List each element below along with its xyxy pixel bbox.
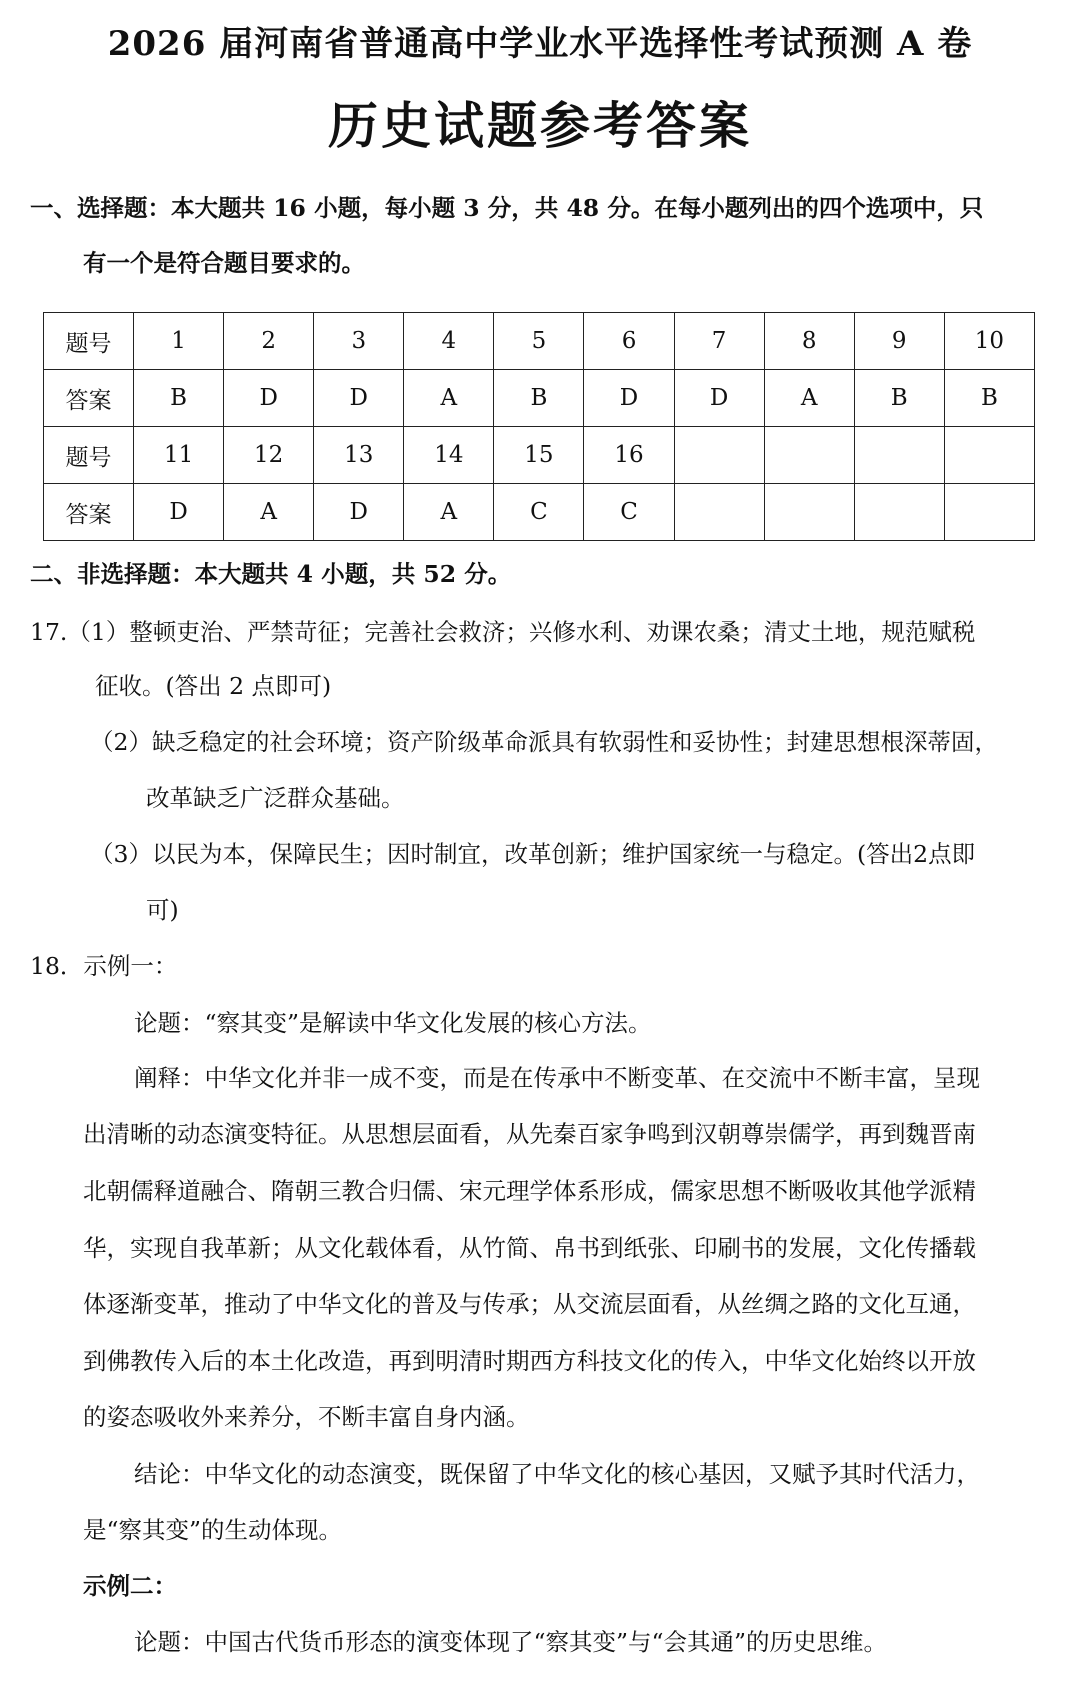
table-cell: 1 (134, 313, 224, 370)
table-cell: 7 (674, 313, 764, 370)
table-cell: D (224, 370, 314, 427)
q17-part2: （2）缺乏稳定的社会环境；资产阶级革命派具有软弱性和妥协性；封建思想根深蒂固， (90, 728, 998, 756)
table-cell: B (494, 370, 584, 427)
table-cell: D (584, 370, 674, 427)
q18-explanation-line: 体逐渐变革，推动了中华文化的普及与传承；从交流层面看，从丝绸之路的文化互通， (83, 1290, 976, 1318)
table-cell: D (314, 370, 404, 427)
q18-conclusion-cont: 是“察其变”的生动体现。 (83, 1516, 343, 1544)
table-row-header: 题号 (44, 427, 134, 484)
table-cell: 10 (944, 313, 1034, 370)
q18-thesis: 论题：“察其变”是解读中华文化发展的核心方法。 (134, 1009, 652, 1037)
q18-example2-thesis: 论题：中国古代货币形态的演变体现了“察其变”与“会其通”的历史思维。 (134, 1628, 888, 1656)
table-cell: B (134, 370, 224, 427)
q18-example2-label: 示例二： (83, 1572, 177, 1600)
table-row (44, 484, 1035, 541)
table-cell: 16 (584, 427, 674, 484)
table-cell: 9 (854, 313, 944, 370)
q18-explanation-line: 的姿态吸收外来养分，不断丰富自身内涵。 (83, 1403, 530, 1431)
table-cell (944, 484, 1034, 541)
q18-explanation-line: 华，实现自我革新；从文化载体看，从竹简、帛书到纸张、印刷书的发展，文化传播载 (83, 1234, 976, 1262)
table-cell: B (854, 370, 944, 427)
table-cell: A (404, 370, 494, 427)
table-row-header: 答案 (44, 370, 134, 427)
table-cell (944, 427, 1034, 484)
table-cell: 5 (494, 313, 584, 370)
table-cell (674, 427, 764, 484)
answer-table (43, 312, 1035, 541)
table-cell: 8 (764, 313, 854, 370)
table-cell: 13 (314, 427, 404, 484)
q18-explanation-line: 出清晰的动态演变特征。从思想层面看，从先秦百家争鸣到汉朝尊崇儒学，再到魏晋南 (83, 1120, 976, 1148)
table-row (44, 370, 1035, 427)
table-cell: A (764, 370, 854, 427)
table-row (44, 313, 1035, 370)
table-cell (674, 484, 764, 541)
table-row-header: 题号 (44, 313, 134, 370)
table-row-header: 答案 (44, 484, 134, 541)
q17-part3: （3）以民为本，保障民生；因时制宜，改革创新；维护国家统一与稳定。(答出2点即 (90, 840, 976, 868)
table-cell: 11 (134, 427, 224, 484)
table-cell: C (584, 484, 674, 541)
table-cell (854, 427, 944, 484)
table-cell: 6 (584, 313, 674, 370)
table-cell: 12 (224, 427, 314, 484)
q17-part1-cont: 征收。(答出 2 点即可) (95, 672, 332, 700)
table-cell: D (134, 484, 224, 541)
q18-label: 18．示例一： (30, 952, 178, 980)
table-cell: 3 (314, 313, 404, 370)
q18-explanation-line: 阐释：中华文化并非一成不变，而是在传承中不断变革、在交流中不断丰富，呈现 (134, 1064, 980, 1092)
table-cell (764, 427, 854, 484)
table-cell: 14 (404, 427, 494, 484)
table-cell: A (404, 484, 494, 541)
q17-part3-cont: 可) (146, 896, 179, 924)
document-subtitle: 历史试题参考答案 (328, 96, 752, 155)
table-cell (854, 484, 944, 541)
q17-part2-cont: 改革缺乏广泛群众基础。 (146, 784, 405, 812)
q18-explanation-line: 到佛教传入后的本土化改造，再到明清时期西方科技文化的传入，中华文化始终以开放 (83, 1347, 976, 1375)
table-row (44, 427, 1035, 484)
table-cell (764, 484, 854, 541)
section1-heading: 一、选择题：本大题共 16 小题，每小题 3 分，共 48 分。在每小题列出的四个选项中，只 (30, 194, 984, 222)
table-cell: 15 (494, 427, 584, 484)
table-cell: D (674, 370, 764, 427)
section1-heading-cont: 有一个是符合题目要求的。 (83, 249, 365, 277)
q18-conclusion: 结论：中华文化的动态演变，既保留了中华文化的核心基因，又赋予其时代活力， (134, 1460, 980, 1488)
q18-explanation-line: 北朝儒释道融合、隋朝三教合归儒、宋元理学体系形成，儒家思想不断吸收其他学派精 (83, 1177, 976, 1205)
document-title: 2026 届河南省普通高中学业水平选择性考试预测 A 卷 (107, 24, 973, 64)
q17-part1: 17.（1）整顿吏治、严禁苛征；完善社会救济；兴修水利、劝课农桑；清丈土地，规范赋税 (30, 618, 976, 646)
table-cell: 2 (224, 313, 314, 370)
table-cell: D (314, 484, 404, 541)
section2-heading: 二、非选择题：本大题共 4 小题，共 52 分。 (30, 560, 512, 588)
table-cell: B (944, 370, 1034, 427)
table-cell: 4 (404, 313, 494, 370)
table-cell: C (494, 484, 584, 541)
table-cell: A (224, 484, 314, 541)
